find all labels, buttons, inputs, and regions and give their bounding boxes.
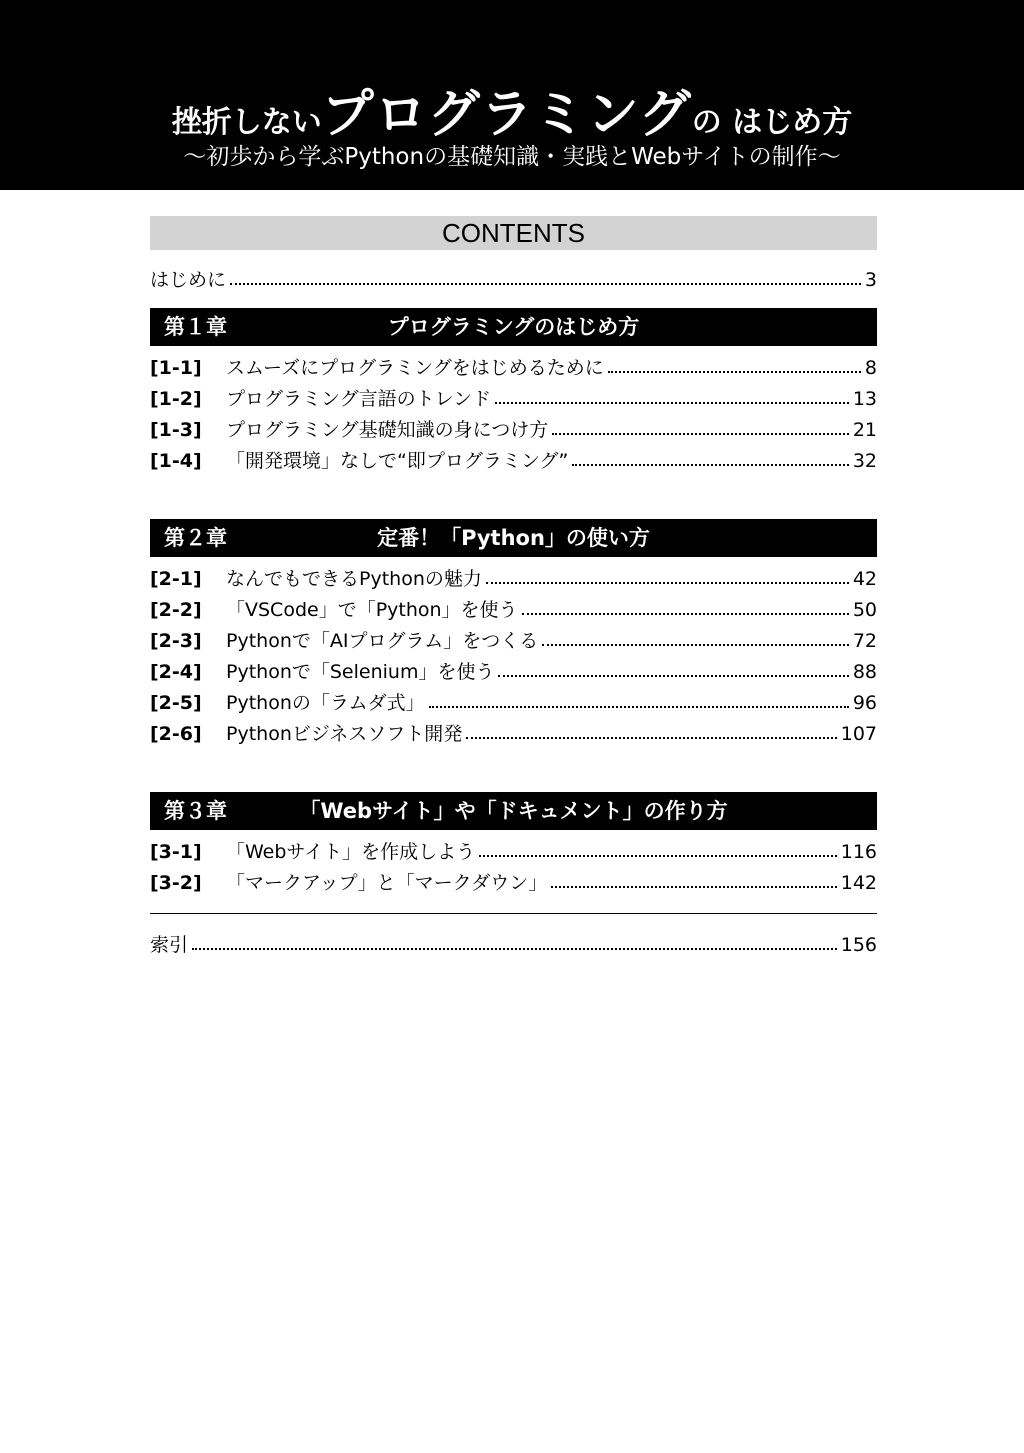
leader-dots: [551, 886, 836, 888]
chapter-1-header: [150, 308, 877, 346]
book-subtitle: 〜初歩から学ぶPythonの基礎知識・実践とWebサイトの制作〜: [183, 144, 841, 170]
contents-heading: CONTENTS: [150, 216, 877, 250]
section-number: [2-2]: [150, 599, 202, 621]
leader-dots: [429, 706, 849, 708]
toc-item[interactable]: [150, 385, 877, 411]
title-prefix: 挫折しない: [171, 105, 322, 140]
leader-dots: [498, 675, 848, 677]
section-title: 「マークアップ」と「マークダウン」: [226, 872, 548, 894]
toc-item[interactable]: [150, 689, 877, 715]
title-suffix: の はじめ方: [691, 105, 853, 140]
leader-dots: [192, 948, 837, 950]
page-number: 8: [864, 357, 877, 379]
section-number: [2-5]: [150, 692, 202, 714]
leader-dots: [572, 464, 849, 466]
chapter-title: プログラミングのはじめ方: [387, 315, 640, 339]
toc-item[interactable]: [150, 869, 877, 895]
toc-item[interactable]: [150, 416, 877, 442]
section-number: [1-2]: [150, 388, 202, 410]
toc-item[interactable]: [150, 658, 877, 684]
title-main: プログラミング: [321, 85, 692, 145]
section-number: [2-6]: [150, 723, 202, 745]
chapter-3-header: [150, 792, 877, 830]
leader-dots: [230, 283, 861, 285]
page-number: 21: [852, 419, 877, 441]
page-number: 32: [852, 450, 877, 472]
toc-item[interactable]: [150, 354, 877, 380]
toc-index-text: 索引: [150, 934, 189, 956]
toc-index[interactable]: [150, 931, 877, 957]
section-title: スムーズにプログラミングをはじめるために: [226, 357, 604, 379]
toc-intro[interactable]: [150, 266, 877, 292]
section-title: 「Webサイト」を作成しよう: [226, 841, 476, 863]
page-number: 96: [852, 692, 877, 714]
section-title: 「VSCode」で「Python」を使う: [226, 599, 518, 621]
section-title: プログラミング基礎知識の身につけ方: [226, 419, 549, 441]
section-number: [2-4]: [150, 661, 202, 683]
leader-dots: [552, 433, 849, 435]
page-number: 72: [852, 630, 877, 652]
section-number: [1-3]: [150, 419, 202, 441]
leader-dots: [466, 737, 836, 739]
chapter-number: 第１章: [164, 315, 227, 339]
book-header: [0, 0, 1024, 190]
toc-item[interactable]: [150, 565, 877, 591]
section-number: [2-3]: [150, 630, 202, 652]
chapter-2-header: [150, 519, 877, 557]
toc-item[interactable]: [150, 447, 877, 473]
divider: [150, 913, 877, 914]
section-title: プログラミング言語のトレンド: [226, 388, 492, 410]
section-number: [3-2]: [150, 872, 202, 894]
section-title: Pythonで「Selenium」を使う: [226, 661, 495, 683]
toc-item[interactable]: [150, 838, 877, 864]
section-title: Pythonで「AIプログラム」をつくる: [226, 630, 539, 652]
page-number: 107: [840, 723, 877, 745]
toc-intro-page: 3: [864, 269, 877, 291]
toc-item[interactable]: [150, 596, 877, 622]
section-title: Pythonの「ラムダ式」: [226, 692, 425, 714]
page-number: 116: [840, 841, 877, 863]
section-title: Pythonビジネスソフト開発: [226, 723, 463, 745]
leader-dots: [542, 644, 849, 646]
leader-dots: [495, 402, 849, 404]
toc-index-page: 156: [840, 934, 877, 956]
leader-dots: [486, 582, 849, 584]
toc-item[interactable]: [150, 720, 877, 746]
section-number: [3-1]: [150, 841, 202, 863]
page-number: 88: [852, 661, 877, 683]
page-number: 142: [840, 872, 877, 894]
chapter-number: 第２章: [164, 526, 227, 550]
book-title: [0, 72, 1024, 147]
chapter-title: 「Webサイト」や「ドキュメント」の作り方: [299, 799, 728, 823]
toc-item[interactable]: [150, 627, 877, 653]
leader-dots: [608, 371, 861, 373]
page-number: 13: [852, 388, 877, 410]
section-number: [1-4]: [150, 450, 202, 472]
leader-dots: [522, 613, 849, 615]
leader-dots: [479, 855, 837, 857]
section-title: なんでもできるPythonの魅力: [226, 568, 482, 590]
page-number: 50: [852, 599, 877, 621]
toc-intro-text: はじめに: [150, 269, 227, 291]
section-title: 「開発環境」なしで“即プログラミング”: [226, 450, 569, 472]
page-number: 42: [852, 568, 877, 590]
chapter-number: 第３章: [164, 799, 227, 823]
chapter-title: 定番！「Python」の使い方: [377, 526, 650, 550]
section-number: [2-1]: [150, 568, 202, 590]
section-number: [1-1]: [150, 357, 202, 379]
